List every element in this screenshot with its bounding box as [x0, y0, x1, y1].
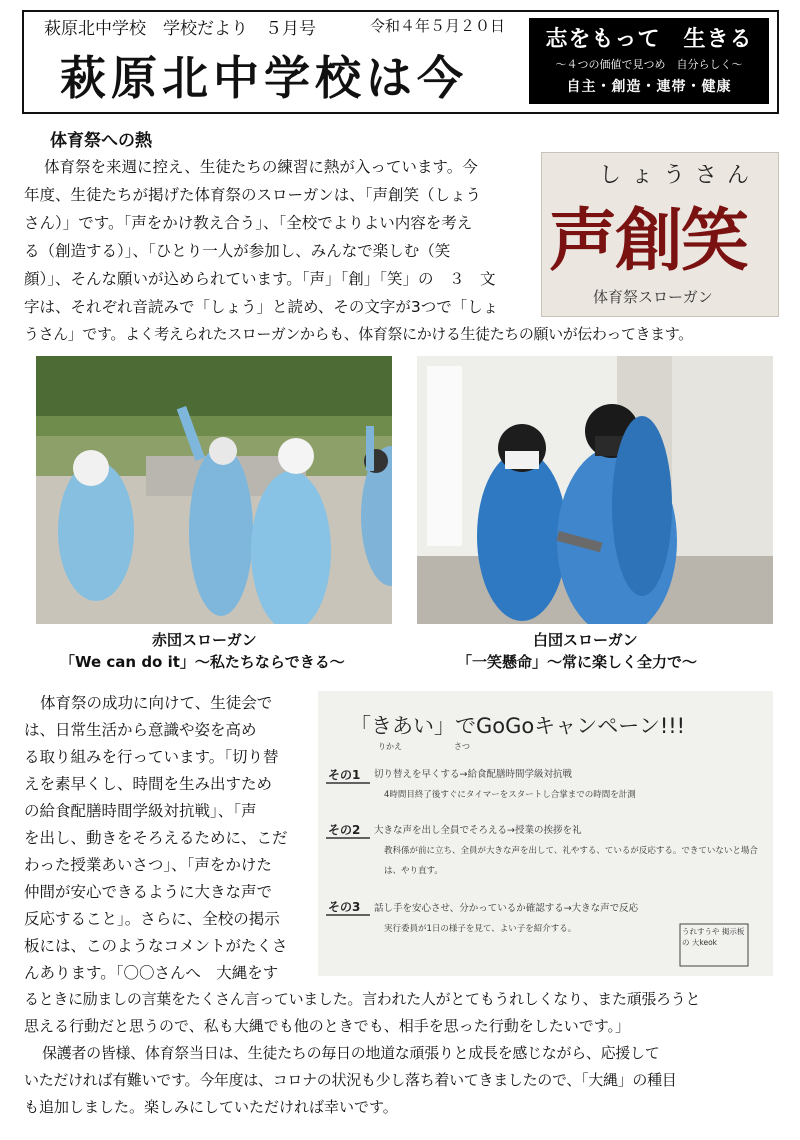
slogan-furigana: しょうさん [599, 163, 760, 188]
paragraph-line: る取り組みを行っています。「切り替 [24, 748, 279, 766]
paragraph-line: るときに励ましの言葉をたくさん言っていました。言われた人がとてもうれしくなり、また頑張ろうと [24, 990, 701, 1008]
motto-subtitle: ～４つの価値で見つめ 自分らしく～ [555, 58, 743, 71]
white-team-caption-title: 白団スローガン [533, 631, 638, 649]
board-item-goal: 大きな声を出し全員でそろえる→授業の挨拶を礼 [374, 825, 582, 836]
board-ruby: さつ [454, 742, 470, 751]
paragraph-line: いただければ有難いです。今年度は、コロナの状況も少し落ち着いてきましたので、「大縄」の種目 [24, 1071, 677, 1089]
paragraph-line: 保護者の皆様、体育祭当日は、生徒たちの毎日の地道な頑張りと成長を感じながら、応援して [42, 1044, 660, 1062]
board-side-note: うれすうや 掲示板の 大keok [682, 927, 745, 947]
paragraph-line: る（創造する）」、「ひとり一人が参加し、みんなで楽しむ（笑 [24, 242, 451, 260]
paragraph-line: を出し、動きをそろえるために、こだ [24, 829, 288, 847]
paragraph-line: えを素早くし、時間を生み出すため [24, 775, 273, 793]
slogan-kanji: 声創笑 [549, 201, 748, 281]
white-team-photo [417, 356, 773, 624]
board-item-label: その2 [328, 823, 361, 837]
board-item-method: 実行委員が1日の様子を見て、よい子を紹介する。 [384, 924, 577, 934]
paragraph-line: 顔）」、そんな願いが込められています。「声」「創」「笑」の ３ 文 [24, 270, 496, 288]
campaign-board-photo [318, 691, 773, 976]
motto-values: 自主・創造・連帯・健康 [566, 79, 732, 95]
slogan-banner-photo [541, 152, 779, 317]
paragraph-line: は、日常生活から意識や姿を高め [24, 721, 257, 739]
red-team-photo [36, 356, 392, 624]
paragraph-line: の給食配膳時間学級対抗戦」、「声 [24, 802, 257, 820]
board-item-goal: 話し手を安心させ、分かっているか確認する→大きな声で反応 [374, 903, 639, 914]
paragraph-line: 字は、それぞれ音読みで「しょう」と読め、その文字が3つで「しょ [24, 298, 499, 316]
school-motto-box [529, 18, 769, 104]
paragraph-line: 反応すること」。さらに、全校の掲示 [24, 910, 280, 928]
issue-date: 令和４年５月２０日 [370, 17, 506, 35]
paragraph-line: わった授業あいさつ」、「声をかけた [24, 856, 272, 874]
slogan-caption: 体育祭スローガン [593, 288, 713, 306]
board-item-label: その1 [328, 768, 361, 782]
section-heading: 体育祭への熱 [50, 131, 152, 151]
board-item-label: その3 [328, 900, 361, 914]
paragraph-line: んあります。「〇〇さんへ 大縄をす [24, 964, 279, 982]
paragraph-line: うさん」です。よく考えられたスローガンからも、体育祭にかける生徒たちの願いが伝わってきます。 [24, 325, 693, 343]
board-title: 「きあい」でGoGoキャンペーン!!! [350, 714, 686, 738]
paragraph-line: 仲間が安心できるように大きな声で [24, 883, 273, 901]
paragraph-line: も追加しました。楽しみにしていただければ幸いです。 [24, 1098, 398, 1116]
paragraph-line: 板には、このようなコメントがたくさ [24, 937, 288, 955]
red-team-slogan: 「We can do it」～私たちならできる～ [60, 653, 345, 671]
paragraph-line: 体育祭の成功に向けて、生徒会で [40, 694, 273, 712]
paragraph-line: 思える行動だと思うので、私も大縄でも他のときでも、相手を思った行動をしたいです。」 [24, 1017, 631, 1035]
board-item-method: 4時間目終了後すぐにタイマーをスタートし合掌までの時間を計測 [384, 790, 636, 800]
paragraph-line: 体育祭を来週に控え、生徒たちの練習に熱が入っています。今 [44, 158, 478, 176]
newsletter-title: 萩原北中学校は今 [60, 51, 468, 105]
newsletter-issue-line: 萩原北中学校 学校だより ５月号 [44, 19, 316, 39]
white-team-slogan: 「一笑懸命」～常に楽しく全力で～ [457, 653, 698, 671]
board-item-goal: 切り替えを早くする→給食配膳時間学級対抗戦 [374, 769, 572, 780]
red-team-caption-title: 赤団スローガン [152, 631, 257, 649]
board-ruby: りかえ [378, 742, 402, 751]
paragraph-line: 年度、生徒たちが掲げた体育祭のスローガンは、「声創笑（しょう [24, 186, 481, 204]
motto-title: 志をもって 生きる [545, 27, 753, 52]
board-item-method: 教科係が前に立ち、全員が大きな声を出して、礼やする、ているが反応する。できていないと場合は、やり直す。 [384, 846, 758, 876]
paragraph-line: さん）」です。「声をかけ教え合う」、「全校でよりよい内容を考え [24, 214, 473, 232]
